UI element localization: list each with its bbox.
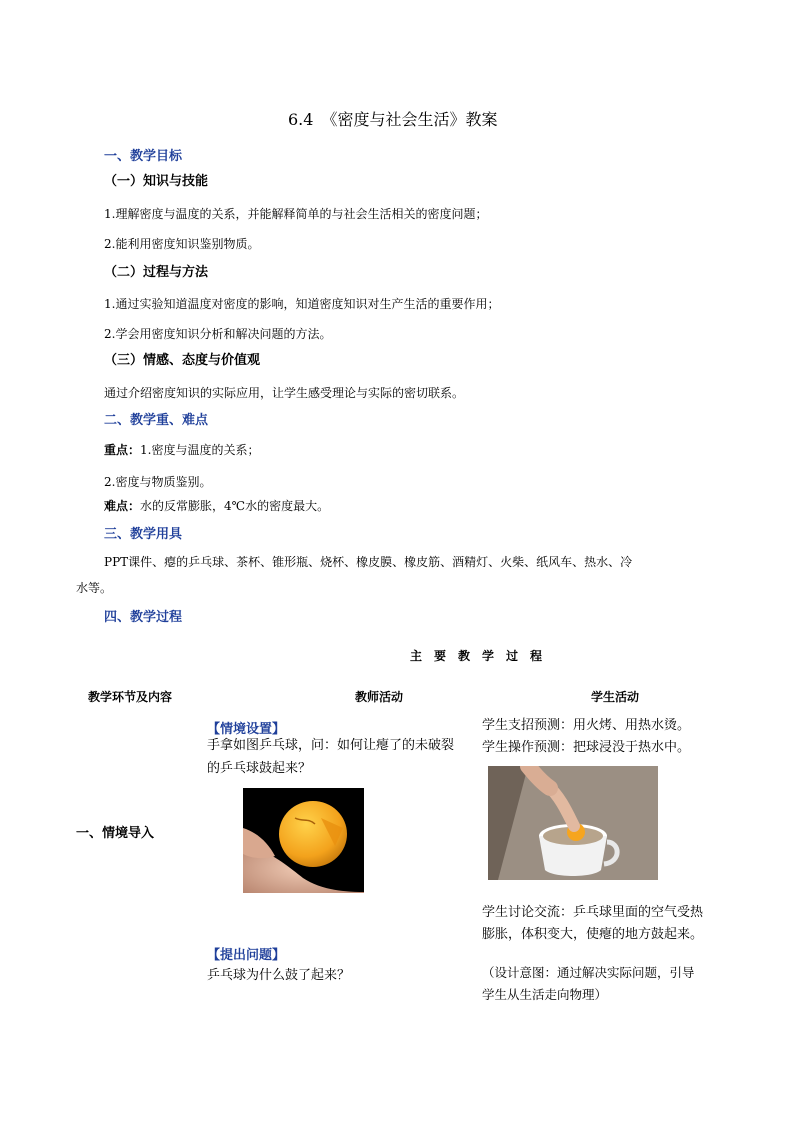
column-header-student: 学生活动 (591, 690, 640, 704)
paragraph: 水等。 (76, 581, 113, 595)
paragraph: 2.能利用密度知识鉴别物质。 (104, 237, 260, 251)
paragraph: 1.通过实验知道温度对密度的影响，知道密度知识对生产生活的重要作用； (104, 297, 500, 311)
subsection-process-heading: （二）过程与方法 (104, 265, 209, 280)
paragraph: 1.理解密度与温度的关系，并能解释简单的与社会生活相关的密度问题； (104, 207, 488, 221)
difficulty-label: 难点： (104, 499, 141, 513)
paragraph: PPT课件、瘪的乒乓球、茶杯、锥形瓶、烧杯、橡皮膜、橡皮筋、酒精灯、火柴、纸风车、热水、冷 (104, 555, 633, 569)
column-header-stage: 教学环节及内容 (88, 690, 173, 704)
table-title: 主要教学过程 (410, 649, 555, 663)
student-text: 膨胀，体积变大，使瘪的地方鼓起来。 (482, 927, 704, 942)
design-note: 学生从生活走向物理） (482, 987, 608, 1002)
difficulty-text: 水的反常膨胀，4℃水的密度最大。 (140, 499, 330, 513)
student-text: 学生支招预测：用火烤、用热水烫。 (482, 718, 691, 733)
page-title: 6.4 《密度与社会生活》教案 (288, 110, 498, 129)
tag-scenario: 【情境设置】 (207, 722, 286, 737)
ping-pong-photo (243, 788, 364, 893)
cup-photo (488, 766, 658, 880)
paragraph (104, 441, 259, 458)
teacher-text: 手拿如图乒乓球，问：如何让瘪了的未破裂 (207, 738, 455, 753)
student-text: 学生操作预测：把球浸没于热水中。 (482, 740, 691, 755)
paragraph (104, 497, 329, 514)
key-text: 1.密度与温度的关系； (140, 443, 260, 457)
stage-label: 一、情境导入 (76, 826, 155, 841)
column-header-teacher: 教师活动 (355, 690, 404, 704)
key-label: 重点： (104, 443, 141, 457)
paragraph: 2.密度与物质鉴别。 (104, 475, 212, 489)
teacher-text: 的乒乓球鼓起来？ (207, 761, 312, 776)
section-keypoints-heading: 二、教学重、难点 (104, 413, 209, 428)
student-text: 学生讨论交流：乒乓球里面的空气受热 (482, 905, 704, 920)
teacher-text: 乒乓球为什么鼓了起来？ (207, 968, 351, 983)
design-note: （设计意图：通过解决实际问题，引导 (482, 965, 695, 980)
section-process-heading: 四、教学过程 (104, 610, 183, 625)
subsection-values-heading: （三）情感、态度与价值观 (104, 353, 261, 368)
paragraph: 通过介绍密度知识的实际应用，让学生感受理论与实际的密切联系。 (104, 386, 465, 400)
tag-question: 【提出问题】 (207, 948, 286, 963)
subsection-knowledge-heading: （一）知识与技能 (104, 174, 209, 189)
section-tools-heading: 三、教学用具 (104, 527, 183, 542)
section-objectives-heading: 一、教学目标 (104, 149, 183, 164)
paragraph: 2.学会用密度知识分析和解决问题的方法。 (104, 327, 332, 341)
